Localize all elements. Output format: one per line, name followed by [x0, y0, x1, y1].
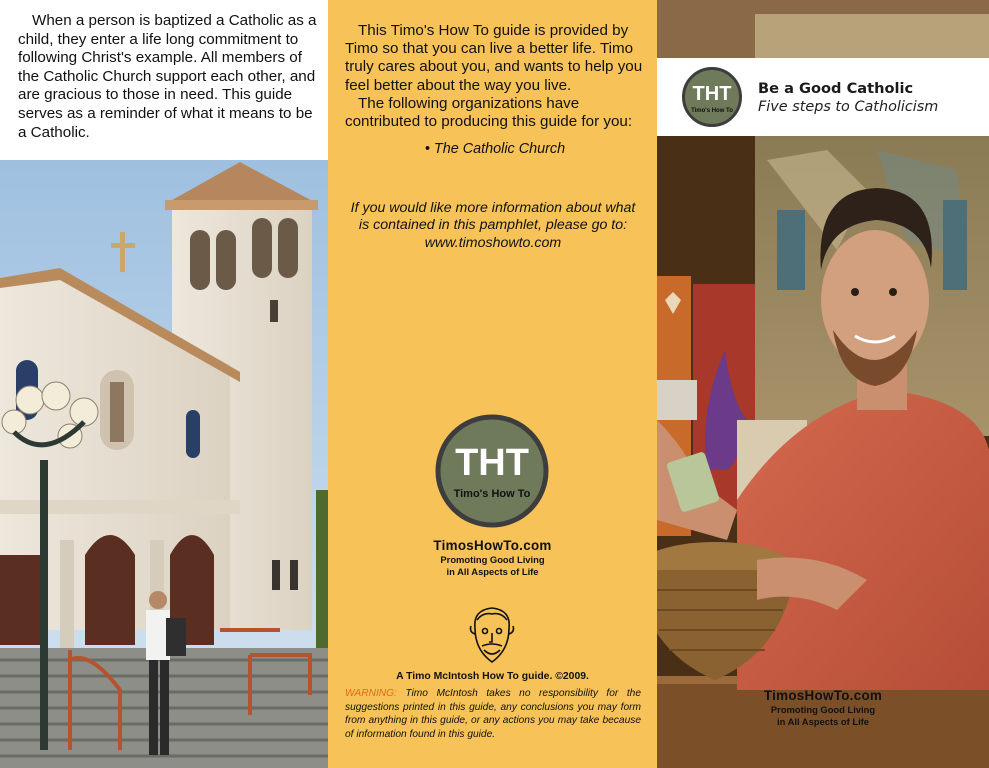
site-name: TimosHowTo.com — [433, 538, 552, 553]
logo-name: Timo's How To — [453, 488, 531, 500]
site-tagline — [657, 704, 989, 728]
tht-logo — [681, 66, 743, 128]
warning-label: WARNING: — [345, 688, 397, 699]
organization-item: • The Catholic Church — [424, 141, 566, 158]
left-panel — [0, 0, 328, 768]
right-panel — [657, 0, 989, 768]
guide-credit: A Timo McIntosh How To guide. ©2009. — [396, 671, 589, 682]
warning-text: Timo McIntosh takes no responsibility for the suggestions printed in this guide, any conclusions you may form from anything in this guide, or any actions you may take because of information found in this guide. — [345, 688, 641, 740]
guide-title: Be a Good Catholic — [758, 80, 914, 97]
intro-paragraph: When a person is baptized a Catholic as a child, they enter a life long commitment to following Christ's example. All members of the Catholic Church support each other, and are gracious to those in need. This guide serves as a reminder of what it means to be a Catholic. — [18, 12, 317, 141]
tht-logo — [434, 413, 550, 529]
more-info-text: If you would like more information about what is contained in this pamphlet, please go to: www.timoshowto.com — [350, 200, 636, 251]
site-name: TimosHowTo.com — [763, 688, 883, 703]
church-photo — [0, 160, 328, 768]
tagline-line-1: Promoting Good Living — [440, 554, 545, 565]
logo-letters: THT — [692, 83, 732, 105]
guide-subtitle: Five steps to Catholicism — [758, 99, 939, 115]
logo-letters: THT — [455, 442, 529, 484]
about-paragraph-2: The following organizations have contributed to producing this guide for you: — [345, 94, 633, 131]
intro-text — [18, 12, 318, 142]
middle-panel — [328, 0, 657, 768]
warning-disclaimer — [345, 687, 641, 741]
site-tagline — [328, 554, 657, 578]
about-paragraph-1: This Timo's How To guide is provided by Timo so that you can live a better life. Timo truly cares about you, and wants to help you feel better about the way you live. — [345, 22, 643, 94]
timo-caricature-icon — [469, 606, 515, 666]
logo-name: Timo's How To — [691, 108, 733, 114]
title-band — [657, 58, 989, 136]
tagline-line-2: in All Aspects of Life — [446, 566, 539, 577]
about-text — [345, 22, 645, 158]
tagline-line-1: Promoting Good Living — [770, 704, 876, 715]
tagline-line-2: in All Aspects of Life — [776, 716, 870, 727]
